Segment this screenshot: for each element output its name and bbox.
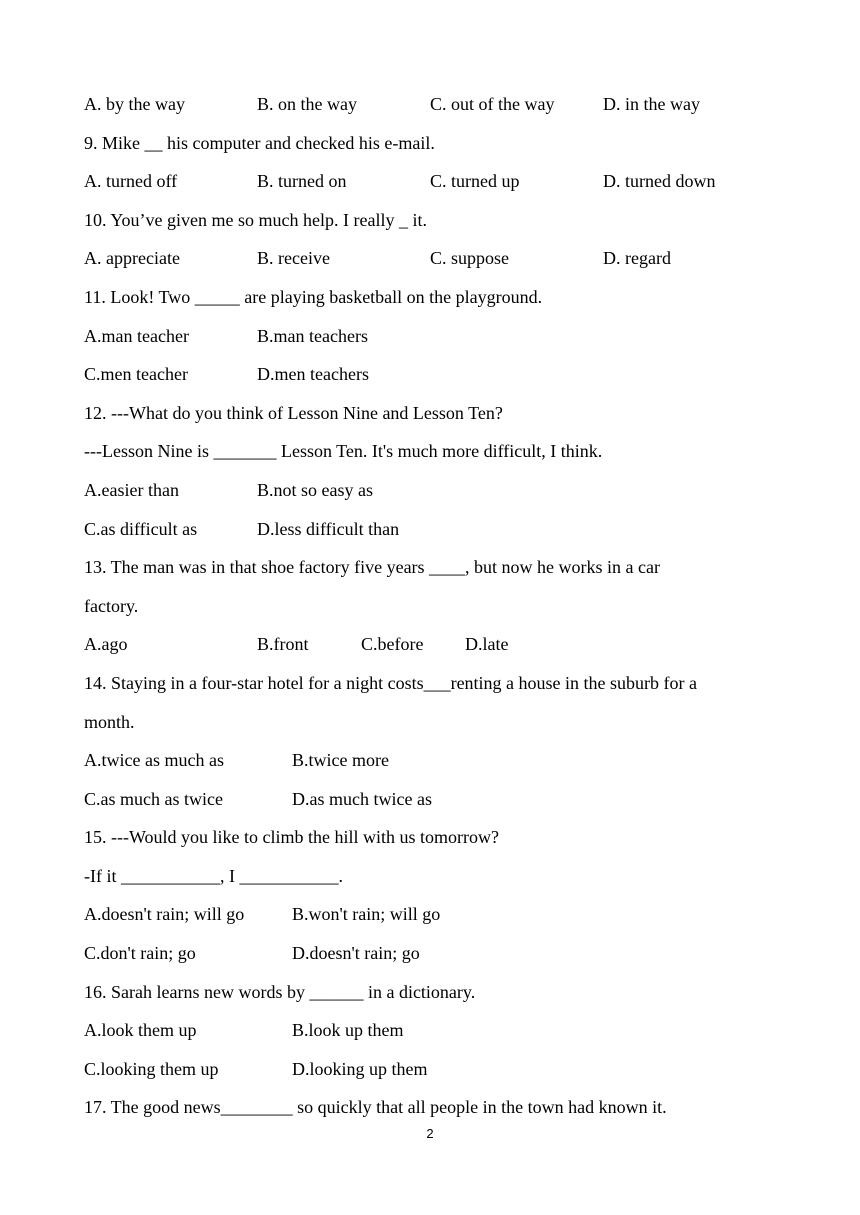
option-d: D.late — [465, 634, 509, 655]
option-c: C. out of the way — [430, 94, 555, 114]
options-row — [84, 162, 784, 201]
options-row — [84, 895, 784, 934]
option-a: A.man teacher — [84, 325, 189, 346]
options-row — [84, 317, 784, 356]
option-d: D. regard — [603, 248, 671, 269]
option-c: C. suppose — [430, 248, 510, 269]
option-b: B.look up them — [292, 1020, 404, 1041]
options-row — [84, 239, 784, 278]
option-a: A.doesn't rain; will go — [84, 904, 245, 925]
option-c: C.don't rain; go — [84, 943, 196, 964]
question-text: 12. ---What do you think of Lesson Nine and Lesson Ten? — [84, 402, 503, 423]
question-text-continued: factory. — [84, 595, 139, 616]
options-row — [84, 471, 784, 510]
options-row — [84, 934, 784, 973]
page-number: 2 — [426, 1126, 434, 1141]
option-d: D. in the way — [603, 94, 700, 114]
question-text-continued: month. — [84, 711, 135, 732]
question-text: 15. ---Would you like to climb the hill with us tomorrow? — [84, 827, 499, 848]
option-b: B.not so easy as — [257, 479, 373, 500]
question-text: ---Lesson Nine is _______ Lesson Ten. It's much more difficult, I think. — [84, 441, 603, 462]
option-d: D.doesn't rain; go — [292, 943, 420, 964]
options-row — [84, 780, 784, 819]
option-a: A. by the way — [84, 94, 185, 114]
option-a: A.look them up — [84, 1020, 197, 1041]
question-text: 16. Sarah learns new words by ______ in a dictionary. — [84, 981, 476, 1002]
option-c: C.men teacher — [84, 364, 188, 385]
options-row — [84, 625, 784, 664]
options-row — [84, 1050, 784, 1089]
option-d: D.less difficult than — [257, 518, 400, 539]
question-text: 11. Look! Two _____ are playing basketball on the playground. — [84, 286, 543, 307]
options-row — [84, 355, 784, 394]
question-text: 13. The man was in that shoe factory five years ____, but now he works in a car — [84, 557, 661, 578]
option-d: D. turned down — [603, 171, 716, 192]
option-b: B. on the way — [257, 94, 357, 114]
option-b: B.front — [257, 634, 309, 655]
option-d: D.looking up them — [292, 1058, 428, 1079]
option-a: A.twice as much as — [84, 750, 224, 771]
options-row — [84, 741, 784, 780]
question-text: 9. Mike __ his computer and checked his e-mail. — [84, 132, 435, 153]
question-text: 10. You’ve given me so much help. I really _ it. — [84, 209, 427, 230]
option-a: A.ago — [84, 634, 128, 655]
options-row — [84, 1011, 784, 1050]
options-row — [84, 85, 784, 124]
option-a: A. appreciate — [84, 248, 180, 269]
option-a: A.easier than — [84, 479, 179, 500]
option-b: B. turned on — [257, 171, 347, 192]
option-c: C. turned up — [430, 171, 520, 192]
question-content — [84, 85, 784, 1127]
option-c: C.looking them up — [84, 1058, 219, 1079]
question-text: 14. Staying in a four-star hotel for a night costs___renting a house in the suburb for a — [84, 672, 698, 693]
question-text: 17. The good news________ so quickly that all people in the town had known it. — [84, 1097, 667, 1118]
option-d: D.as much twice as — [292, 788, 432, 809]
option-d: D.men teachers — [257, 364, 369, 385]
option-c: C.as difficult as — [84, 518, 198, 539]
options-row — [84, 510, 784, 549]
option-c: C.before — [361, 634, 424, 655]
option-b: B.twice more — [292, 750, 389, 771]
option-b: B.man teachers — [257, 325, 368, 346]
option-b: B.won't rain; will go — [292, 904, 441, 925]
question-text: -If it ___________, I ___________. — [84, 865, 343, 886]
option-b: B. receive — [257, 248, 330, 269]
option-c: C.as much as twice — [84, 788, 223, 809]
option-a: A. turned off — [84, 171, 178, 192]
